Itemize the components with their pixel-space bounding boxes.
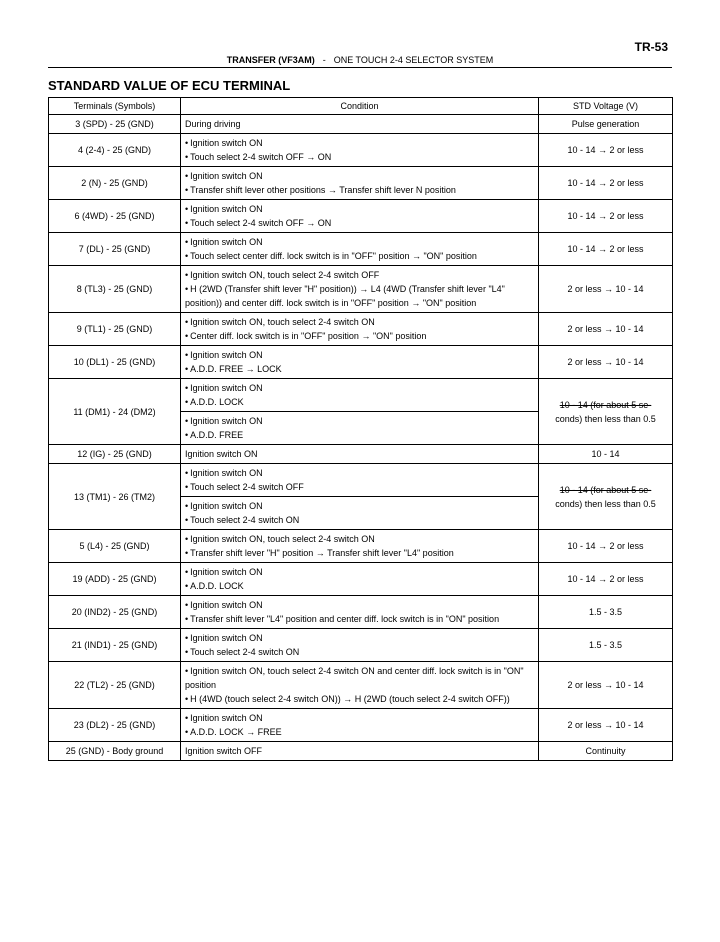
table-row — [49, 596, 673, 629]
voltage-cell: 2 or less → 10 - 14 — [539, 266, 673, 313]
table-row — [49, 379, 673, 412]
terminal-cell: 6 (4WD) - 25 (GND) — [49, 200, 181, 233]
condition-line: • Ignition switch ON — [185, 499, 534, 513]
table-row — [49, 709, 673, 742]
table-header-row — [49, 98, 673, 115]
terminal-cell: 4 (2-4) - 25 (GND) — [49, 134, 181, 167]
header-separator: - — [322, 55, 326, 65]
column-header-voltage: STD Voltage (V) — [539, 98, 673, 115]
condition-line: • Ignition switch ON, touch select 2-4 switch ON — [185, 532, 534, 546]
column-header-condition: Condition — [181, 98, 539, 115]
condition-cell — [181, 233, 539, 266]
table-row — [49, 742, 673, 761]
condition-line: • Ignition switch ON — [185, 381, 534, 395]
voltage-cell: 10 - 14 → 2 or less — [539, 563, 673, 596]
condition-cell — [181, 530, 539, 563]
condition-line: • Ignition switch ON, touch select 2-4 switch ON and center diff. lock switch is in "ON" position — [185, 664, 534, 692]
terminal-cell: 9 (TL1) - 25 (GND) — [49, 313, 181, 346]
voltage-cell: 10 - 14 → 2 or less — [539, 167, 673, 200]
voltage-cell: 2 or less → 10 - 14 — [539, 313, 673, 346]
table-row — [49, 200, 673, 233]
terminal-cell: 19 (ADD) - 25 (GND) — [49, 563, 181, 596]
header-topic: ONE TOUCH 2-4 SELECTOR SYSTEM — [333, 55, 494, 65]
terminal-cell: 2 (N) - 25 (GND) — [49, 167, 181, 200]
table-row — [49, 134, 673, 167]
terminal-cell: 23 (DL2) - 25 (GND) — [49, 709, 181, 742]
voltage-cell: 10 - 14 → 2 or less — [539, 233, 673, 266]
table-body — [49, 115, 673, 761]
condition-line: • Touch select 2-4 switch OFF — [185, 480, 534, 494]
terminal-cell: 11 (DM1) - 24 (DM2) — [49, 379, 181, 445]
terminal-cell: 25 (GND) - Body ground — [49, 742, 181, 761]
condition-cell — [181, 412, 539, 445]
table-row — [49, 115, 673, 134]
condition-cell — [181, 464, 539, 497]
column-header-terminals: Terminals (Symbols) — [49, 98, 181, 115]
condition-cell — [181, 497, 539, 530]
condition-line: • Transfer shift lever other positions → Transfer shift lever N position — [185, 183, 534, 197]
condition-line: • Transfer shift lever "H" position → Transfer shift lever "L4" position — [185, 546, 534, 560]
condition-line: • Transfer shift lever "L4" position and center diff. lock switch is in "ON" position — [185, 612, 534, 626]
condition-cell — [181, 313, 539, 346]
voltage-struck-text: 10 - 14 (for about 5 se- — [559, 399, 652, 410]
terminal-cell: 10 (DL1) - 25 (GND) — [49, 346, 181, 379]
table-row — [49, 313, 673, 346]
terminal-cell: 3 (SPD) - 25 (GND) — [49, 115, 181, 134]
condition-cell — [181, 629, 539, 662]
condition-line: • Touch select 2-4 switch ON — [185, 645, 534, 659]
table-row — [49, 662, 673, 709]
voltage-cell: 10 - 14 — [539, 445, 673, 464]
voltage-cell: Continuity — [539, 742, 673, 761]
terminal-cell: 12 (IG) - 25 (GND) — [49, 445, 181, 464]
condition-cell — [181, 379, 539, 412]
terminal-cell: 20 (IND2) - 25 (GND) — [49, 596, 181, 629]
condition-line: • Ignition switch ON — [185, 598, 534, 612]
condition-line: • H (4WD (touch select 2-4 switch ON)) → H (2WD (touch select 2-4 switch OFF)) — [185, 692, 534, 706]
condition-line: • Ignition switch ON — [185, 466, 534, 480]
voltage-cell: 10 - 14 → 2 or less — [539, 530, 673, 563]
page-header — [48, 55, 672, 68]
condition-line: • Touch select center diff. lock switch is in "OFF" position → "ON" position — [185, 249, 534, 263]
voltage-cell: 1.5 - 3.5 — [539, 596, 673, 629]
condition-cell — [181, 167, 539, 200]
condition-line: • Touch select 2-4 switch OFF → ON — [185, 216, 534, 230]
condition-line: • Ignition switch ON — [185, 711, 534, 725]
page-number: TR-53 — [634, 40, 668, 54]
table-row — [49, 167, 673, 200]
condition-line: Ignition switch OFF — [185, 746, 263, 756]
condition-line: • Touch select 2-4 switch OFF → ON — [185, 150, 534, 164]
voltage-cell: 2 or less → 10 - 14 — [539, 662, 673, 709]
condition-cell — [181, 134, 539, 167]
condition-line: • Ignition switch ON — [185, 631, 534, 645]
header-section: TRANSFER (VF3AM) — [226, 55, 315, 65]
terminal-cell: 21 (IND1) - 25 (GND) — [49, 629, 181, 662]
terminal-cell: 13 (TM1) - 26 (TM2) — [49, 464, 181, 530]
condition-cell — [181, 346, 539, 379]
condition-line: • A.D.D. FREE — [185, 428, 534, 442]
voltage-cell: Pulse generation — [539, 115, 673, 134]
condition-line: • A.D.D. LOCK — [185, 395, 534, 409]
voltage-cell: 2 or less → 10 - 14 — [539, 709, 673, 742]
condition-cell — [181, 742, 539, 761]
condition-line: • Ignition switch ON — [185, 202, 534, 216]
terminal-cell: 5 (L4) - 25 (GND) — [49, 530, 181, 563]
condition-line: • A.D.D. LOCK — [185, 579, 534, 593]
condition-line: Ignition switch ON — [185, 449, 258, 459]
condition-line: • Ignition switch ON — [185, 169, 534, 183]
condition-line: • A.D.D. FREE → LOCK — [185, 362, 534, 376]
voltage-cell: 1.5 - 3.5 — [539, 629, 673, 662]
condition-cell — [181, 709, 539, 742]
condition-line: • Ignition switch ON — [185, 348, 534, 362]
condition-line: • H (2WD (Transfer shift lever "H" position)) → L4 (4WD (Transfer shift lever "L4" position)) and center diff. lock switch is in "OFF" position → "ON" position — [185, 282, 534, 310]
voltage-text: conds) then less than 0.5 — [555, 498, 656, 509]
condition-cell — [181, 662, 539, 709]
voltage-struck-text: 10 - 14 (for about 5 se- — [559, 484, 652, 495]
voltage-cell: 10 - 14 → 2 or less — [539, 200, 673, 233]
terminal-cell: 8 (TL3) - 25 (GND) — [49, 266, 181, 313]
condition-line: • A.D.D. LOCK → FREE — [185, 725, 534, 739]
condition-line: During driving — [185, 119, 241, 129]
table-row — [49, 629, 673, 662]
table-row — [49, 266, 673, 313]
voltage-text: conds) then less than 0.5 — [555, 413, 656, 424]
condition-cell — [181, 563, 539, 596]
condition-cell — [181, 445, 539, 464]
table-row — [49, 563, 673, 596]
table-row — [49, 233, 673, 266]
condition-line: • Touch select 2-4 switch ON — [185, 513, 534, 527]
condition-line: • Ignition switch ON — [185, 136, 534, 150]
voltage-cell — [539, 379, 673, 445]
terminal-cell: 22 (TL2) - 25 (GND) — [49, 662, 181, 709]
condition-line: • Ignition switch ON, touch select 2-4 switch ON — [185, 315, 534, 329]
condition-cell — [181, 200, 539, 233]
condition-cell — [181, 115, 539, 134]
ecu-terminal-table — [48, 97, 673, 761]
table-row — [49, 464, 673, 497]
terminal-cell: 7 (DL) - 25 (GND) — [49, 233, 181, 266]
voltage-cell: 2 or less → 10 - 14 — [539, 346, 673, 379]
condition-line: • Center diff. lock switch is in "OFF" position → "ON" position — [185, 329, 534, 343]
table-row — [49, 445, 673, 464]
table-row — [49, 346, 673, 379]
condition-line: • Ignition switch ON — [185, 565, 534, 579]
voltage-cell — [539, 464, 673, 530]
condition-line: • Ignition switch ON — [185, 235, 534, 249]
condition-line: • Ignition switch ON, touch select 2-4 switch OFF — [185, 268, 534, 282]
condition-cell — [181, 266, 539, 313]
table-row — [49, 530, 673, 563]
condition-cell — [181, 596, 539, 629]
condition-line: • Ignition switch ON — [185, 414, 534, 428]
voltage-cell: 10 - 14 → 2 or less — [539, 134, 673, 167]
page-title: STANDARD VALUE OF ECU TERMINAL — [48, 78, 291, 93]
